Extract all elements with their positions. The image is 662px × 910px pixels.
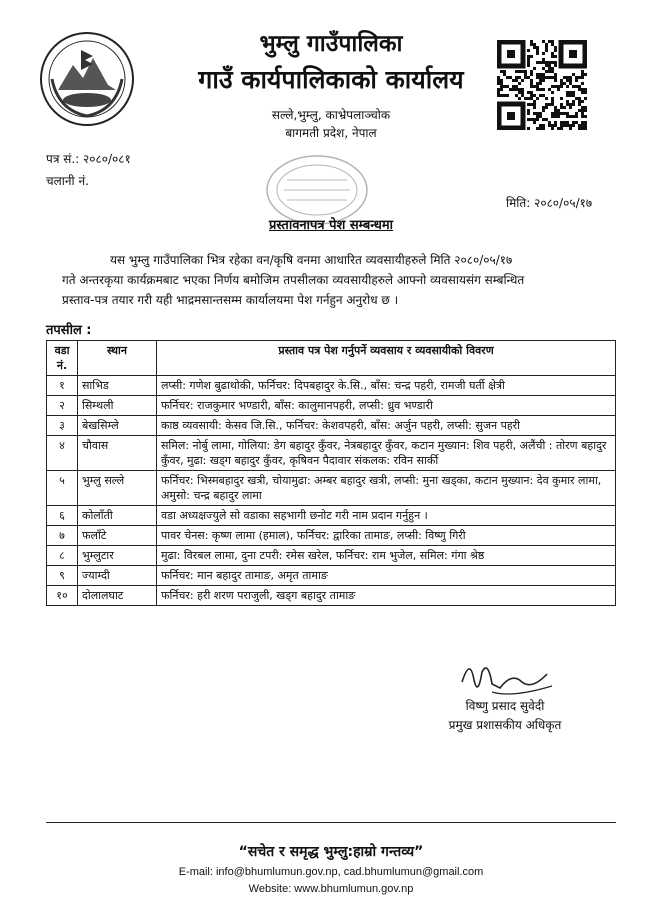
body-line-2: गते अन्तरकृया कार्यक्रमबाट भएका निर्णय बमोजिम तपसीलका व्यवसायीहरुले आफ्नो व्यवसायसंग सम्बन्धित	[62, 273, 525, 287]
letter-subject: प्रस्तावनापत्र पेश सम्बन्धमा	[268, 218, 394, 233]
detail-cell: वडा अध्यक्षज्युले सो वडाका सहभागी छनोट गरी नाम प्रदान गर्नुहुन ।	[157, 506, 616, 526]
detail-cell: फर्निचर: मान बहादुर तामाङ, अमृत तामाङ	[157, 566, 616, 586]
ward-cell: ४	[47, 436, 78, 471]
detail-cell: मुढा: विरबल लामा, दुना टपरी: रमेस खरेल, फर्निचर: राम भुजेल, समिल: गंगा श्रेष्ठ	[157, 546, 616, 566]
place-cell: फलाँटे	[78, 526, 157, 546]
header-place: स्थान	[78, 341, 157, 376]
detail-cell: फर्निचर: हरी शरण पराजुली, खड्ग बहादुर तामाङ	[157, 586, 616, 606]
handwritten-signature	[452, 652, 562, 702]
ward-cell: ९	[47, 566, 78, 586]
place-cell: भुम्लुटार	[78, 546, 157, 566]
ward-cell: ३	[47, 416, 78, 436]
footer-motto: “सचेत र समृद्ध भुम्लु:हाम्रो गन्तव्य”	[238, 844, 424, 860]
table-row	[47, 526, 616, 546]
header-ward: वडा नं.	[47, 341, 78, 376]
detail-cell: फर्निचर: राजकुमार भण्डारी, बाँस: कालुमानपहरी, लप्सी: ध्रुव भण्डारी	[157, 396, 616, 416]
header-detail: प्रस्ताव पत्र पेश गर्नुपर्ने व्यवसाय र व्यवसायीको विवरण	[157, 341, 616, 376]
table-row	[47, 546, 616, 566]
body-line-1: यस भुम्लु गाउँपालिका भित्र रहेका वन/कृषि वनमा आधारित व्यवसायीहरुले मिति २०८०/०५/१७	[110, 253, 513, 267]
dispatch-number: चलानी नं.	[46, 174, 89, 188]
place-cell: दोलालघाट	[78, 586, 157, 606]
reference-number: पत्र सं.: २०८०/०८१	[46, 152, 131, 166]
table-row	[47, 436, 616, 471]
ward-cell: ६	[47, 506, 78, 526]
details-table	[46, 340, 616, 606]
detail-cell: लप्सी: गणेश बुढाथोकी, फर्निचर: दिपबहादुर के.सि., बाँस: चन्द्र पहरी, रामजी घर्ती क्षेत्री	[157, 376, 616, 396]
ward-cell: ७	[47, 526, 78, 546]
footer-divider	[46, 822, 616, 823]
table-row	[47, 416, 616, 436]
ward-cell: २	[47, 396, 78, 416]
qr-code	[497, 40, 587, 130]
ward-cell: ८	[47, 546, 78, 566]
ward-cell: १	[47, 376, 78, 396]
detail-cell: काष्ठ व्यवसायी: केसव जि.सि., फर्निचर: केशवपहरी, बाँस: अर्जुन पहरी, लप्सी: सुजन पहरी	[157, 416, 616, 436]
place-cell: सिम्थली	[78, 396, 157, 416]
place-cell: साभिड	[78, 376, 157, 396]
ward-cell: १०	[47, 586, 78, 606]
address-line1: सल्ले,भुम्लु, काभ्रेपलाञ्चोक	[271, 108, 391, 122]
detail-cell: पावर चेनस: कृष्ण लामा (हमाल), फर्निचर: द्वारिका तामाङ, लप्सी: विष्णु गिरी	[157, 526, 616, 546]
table-row	[47, 506, 616, 526]
table-row	[47, 566, 616, 586]
signatory-name: विष्णु प्रसाद सुवेदी	[465, 699, 545, 713]
office-title-line1: भुम्लु गाउँपालिका	[259, 31, 403, 57]
table-row	[47, 376, 616, 396]
office-title-line2: गाउँ कार्यपालिकाको कार्यालय	[198, 65, 464, 94]
place-cell: ज्याम्दी	[78, 566, 157, 586]
table-row	[47, 471, 616, 506]
detail-cell: समिल: नोर्बु लामा, गोलिया: डेग बहादुर कुँवर, नेत्रबहादुर कुँवर, कटान मुख्यान: शिव पहरी, अलैंची : तोरण बहादुर कुँवर, मुढा: खड्ग बहादुर कुँवर, कृषिवन पैदावार संकलक: रविन सार्की	[157, 436, 616, 471]
footer-email: E-mail: info@bhumlumun.gov.np, cad.bhumlumun@gmail.com	[178, 866, 484, 878]
ward-cell: ५	[47, 471, 78, 506]
place-cell: बेखसिम्ले	[78, 416, 157, 436]
body-line-3: प्रस्ताव-पत्र तयार गरी यही भाद्रमसान्तसम्म कार्यालयमा पेश गर्नहुन अनुरोध छ ।	[62, 293, 399, 307]
detail-cell: फर्निचर: भिस्मबहादुर खत्री, चोयामुढा: अम्बर बहादुर खत्री, लप्सी: मुना खड्का, कटान मुख्यान: देव कुमार लामा, अमुसो: चन्द्र बहादुर लामा	[157, 471, 616, 506]
signatory-title: प्रमुख प्रशासकीय अधिकृत	[448, 718, 562, 732]
table-row	[47, 586, 616, 606]
footer-website: Website: www.bhumlumun.gov.np	[248, 883, 414, 895]
details-label: तपसील :	[46, 323, 92, 338]
letter-body	[62, 250, 610, 310]
letter-date: मिति: २०८०/०५/१७	[506, 196, 593, 210]
table-header-row	[47, 341, 616, 376]
place-cell: कोलाँती	[78, 506, 157, 526]
address-line2: बागमती प्रदेश, नेपाल	[285, 126, 377, 140]
table-row	[47, 396, 616, 416]
place-cell: भुम्लु सल्ले	[78, 471, 157, 506]
place-cell: चौवास	[78, 436, 157, 471]
